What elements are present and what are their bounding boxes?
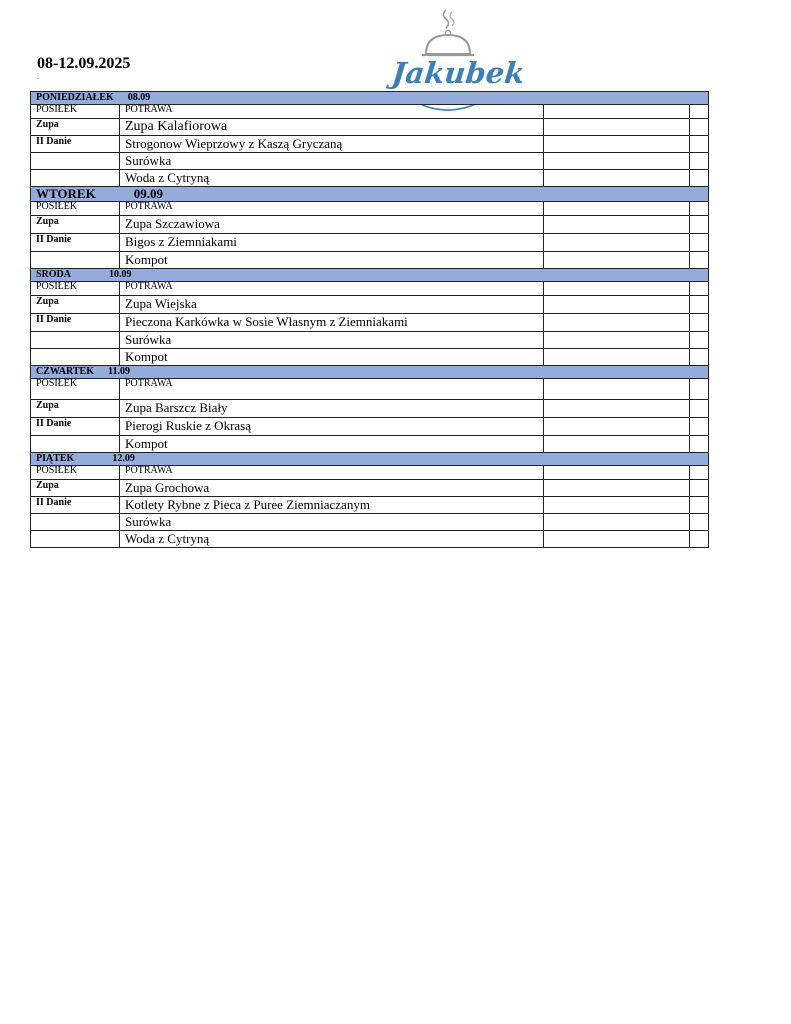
empty-cell	[544, 252, 690, 269]
dish-cell: Surówka	[120, 153, 544, 170]
day-header-tuesday	[31, 187, 709, 202]
meal-cell: Zupa	[31, 216, 120, 234]
meal-column-header: POSIŁEK	[31, 466, 120, 480]
day-date: 09.09	[133, 186, 163, 202]
empty-cell	[690, 234, 709, 252]
dish-column-header: POTRAWA	[120, 379, 544, 400]
dish-cell: Woda z Cytryną	[120, 531, 544, 548]
empty-cell	[544, 216, 690, 234]
meal-cell	[31, 252, 120, 269]
empty-cell	[690, 480, 709, 497]
meal-cell	[31, 332, 120, 349]
table-row	[31, 497, 709, 514]
empty-cell	[544, 119, 690, 136]
dish-cell: Zupa Szczawiowa	[120, 216, 544, 234]
empty-cell	[544, 234, 690, 252]
meal-cell	[31, 514, 120, 531]
meal-column-header: POSIŁEK	[31, 282, 120, 296]
meal-cell: Zupa	[31, 119, 120, 136]
empty-cell	[544, 466, 690, 480]
empty-cell	[690, 466, 709, 480]
table-row	[31, 170, 709, 187]
dish-cell: Surówka	[120, 514, 544, 531]
empty-cell	[690, 400, 709, 418]
day-name: PIĄTEK	[36, 452, 75, 464]
meal-cell	[31, 436, 120, 453]
dish-column-header: POTRAWA	[120, 466, 544, 480]
table-row	[31, 418, 709, 436]
empty-cell	[544, 136, 690, 153]
empty-cell	[690, 332, 709, 349]
dish-column-header: POTRAWA	[120, 202, 544, 216]
meal-cell: Zupa	[31, 400, 120, 418]
column-header-row	[31, 202, 709, 216]
day-header-wednesday	[31, 269, 709, 282]
table-row	[31, 252, 709, 269]
empty-cell	[690, 531, 709, 548]
day-header-thursday	[31, 366, 709, 379]
meal-column-header: POSIŁEK	[31, 379, 120, 400]
table-row	[31, 531, 709, 548]
meal-column-header: POSIŁEK	[31, 105, 120, 119]
dish-cell: Zupa Grochowa	[120, 480, 544, 497]
meal-cell: Zupa	[31, 480, 120, 497]
empty-cell	[544, 418, 690, 436]
table-row	[31, 400, 709, 418]
empty-cell	[690, 153, 709, 170]
empty-cell	[544, 105, 690, 119]
empty-cell	[690, 252, 709, 269]
meal-cell: II Danie	[31, 136, 120, 153]
empty-cell	[544, 282, 690, 296]
empty-cell	[690, 136, 709, 153]
dish-cell: Pieczona Karkówka w Sosie Własnym z Ziemniakami	[120, 314, 544, 332]
table-row	[31, 349, 709, 366]
dish-column-header: POTRAWA	[120, 105, 544, 119]
empty-cell	[544, 379, 690, 400]
empty-cell	[690, 296, 709, 314]
table-row	[31, 480, 709, 497]
empty-cell	[544, 296, 690, 314]
empty-cell	[544, 497, 690, 514]
empty-cell	[544, 531, 690, 548]
meal-cell: Zupa	[31, 296, 120, 314]
empty-cell	[690, 349, 709, 366]
dish-cell: Surówka	[120, 332, 544, 349]
meal-cell: II Danie	[31, 418, 120, 436]
dish-cell: Kompot	[120, 252, 544, 269]
meal-cell	[31, 349, 120, 366]
empty-cell	[544, 480, 690, 497]
empty-cell	[544, 153, 690, 170]
day-name: CZWARTEK	[36, 365, 94, 377]
dish-cell: Kompot	[120, 349, 544, 366]
empty-cell	[544, 514, 690, 531]
empty-cell	[690, 105, 709, 119]
table-row	[31, 436, 709, 453]
table-row	[31, 514, 709, 531]
empty-cell	[690, 170, 709, 187]
dish-cell: Kompot	[120, 436, 544, 453]
dish-cell: Pierogi Ruskie z Okrasą	[120, 418, 544, 436]
empty-cell	[690, 418, 709, 436]
dish-cell: Kotlety Rybne z Pieca z Puree Ziemniaczanym	[120, 497, 544, 514]
day-header-friday	[31, 453, 709, 466]
day-header-monday	[31, 92, 709, 105]
dish-column-header: POTRAWA	[120, 282, 544, 296]
meal-cell	[31, 531, 120, 548]
dish-cell: Zupa Wiejska	[120, 296, 544, 314]
table-row	[31, 216, 709, 234]
table-row	[31, 153, 709, 170]
empty-cell	[690, 202, 709, 216]
empty-cell	[544, 332, 690, 349]
table-row	[31, 234, 709, 252]
empty-cell	[690, 216, 709, 234]
dish-cell: Zupa Barszcz Biały	[120, 400, 544, 418]
day-name: PONIEDZIAŁEK	[36, 91, 114, 103]
logo-wordmark: Jakubek	[390, 56, 527, 90]
empty-cell	[690, 119, 709, 136]
empty-cell	[544, 349, 690, 366]
table-row	[31, 136, 709, 153]
empty-cell	[690, 514, 709, 531]
small-mark: -	[37, 76, 39, 82]
empty-cell	[690, 436, 709, 453]
dish-cell: Woda z Cytryną	[120, 170, 544, 187]
dish-cell: Zupa Kalafiorowa	[120, 119, 544, 136]
date-range-title: 08-12.09.2025	[37, 55, 131, 72]
meal-cell: II Danie	[31, 234, 120, 252]
empty-cell	[690, 282, 709, 296]
empty-cell	[544, 202, 690, 216]
day-date: 11.09	[108, 365, 130, 377]
column-header-row	[31, 466, 709, 480]
empty-cell	[544, 314, 690, 332]
day-name: WTOREK	[36, 186, 96, 202]
table-row	[31, 119, 709, 136]
dish-cell: Strogonow Wieprzowy z Kaszą Gryczaną	[120, 136, 544, 153]
meal-cell	[31, 170, 120, 187]
empty-cell	[544, 170, 690, 187]
weekly-menu-table	[30, 91, 709, 548]
dish-cell: Bigos z Ziemniakami	[120, 234, 544, 252]
column-header-row	[31, 379, 709, 400]
column-header-row	[31, 282, 709, 296]
empty-cell	[690, 379, 709, 400]
day-date: 10.09	[109, 268, 132, 280]
meal-cell: II Danie	[31, 314, 120, 332]
empty-cell	[690, 314, 709, 332]
meal-cell	[31, 153, 120, 170]
table-row	[31, 314, 709, 332]
column-header-row	[31, 105, 709, 119]
day-date: 12.09	[112, 452, 135, 464]
day-name: ŚRODA	[36, 268, 72, 280]
empty-cell	[544, 436, 690, 453]
day-date: 08.09	[127, 91, 151, 103]
empty-cell	[690, 497, 709, 514]
meal-column-header: POSIŁEK	[31, 202, 120, 216]
meal-cell: II Danie	[31, 497, 120, 514]
table-row	[31, 332, 709, 349]
table-row	[31, 296, 709, 314]
empty-cell	[544, 400, 690, 418]
